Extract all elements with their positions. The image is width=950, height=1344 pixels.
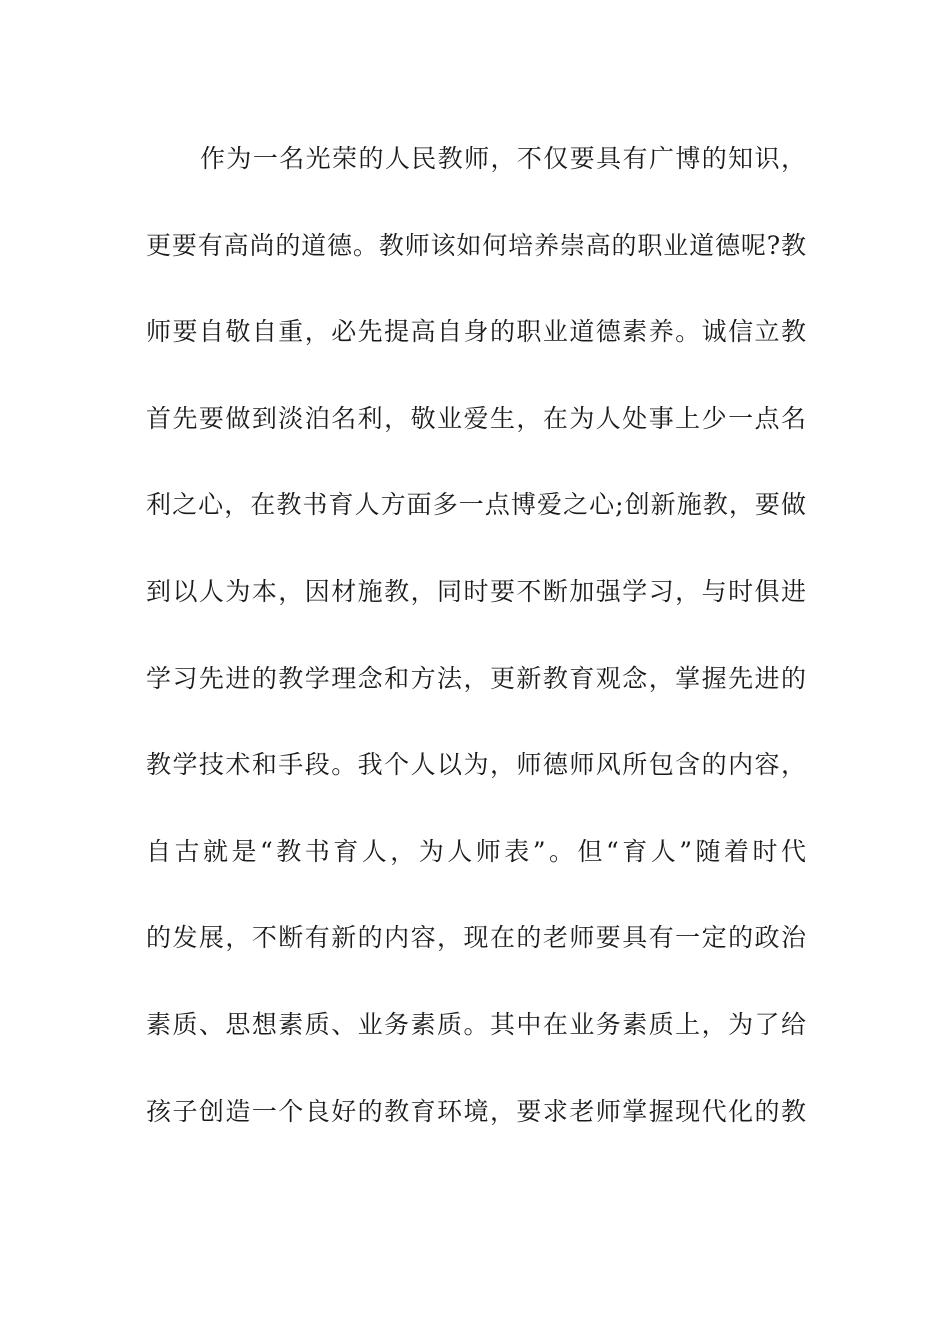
text-line: 作为一名光荣的人民教师，不仅要具有广博的知识， [200,144,806,173]
text-line: 利之心，在教书育人方面多一点博爱之心;创新施教，要做 [146,490,806,520]
text-line: 孩子创造一个良好的教育环境，要求老师掌握现代化的教 [146,1096,806,1126]
text-line: 素质、思想素质、业务素质。其中在业务素质上，为了给 [146,1009,806,1039]
text-line: 首先要做到淡泊名利，敬业爱生，在为人处事上少一点名 [146,403,806,433]
text-line: 教学技术和手段。我个人以为，师德师风所包含的内容， [146,750,806,780]
text-line: 师要自敬自重，必先提高自身的职业道德素养。诚信立教 [146,317,806,347]
body-paragraph [146,132,806,1171]
text-line: 自古就是“教书育人，为人师表”。但“育人”随着时代 [146,836,806,866]
text-line: 更要有高尚的道德。教师该如何培养崇高的职业道德呢?教 [146,230,806,260]
text-line: 到以人为本，因材施教，同时要不断加强学习，与时俱进 [146,576,806,606]
text-line: 学习先进的教学理念和方法，更新教育观念，掌握先进的 [146,663,806,693]
text-line: 的发展，不断有新的内容，现在的老师要具有一定的政治 [146,923,806,953]
